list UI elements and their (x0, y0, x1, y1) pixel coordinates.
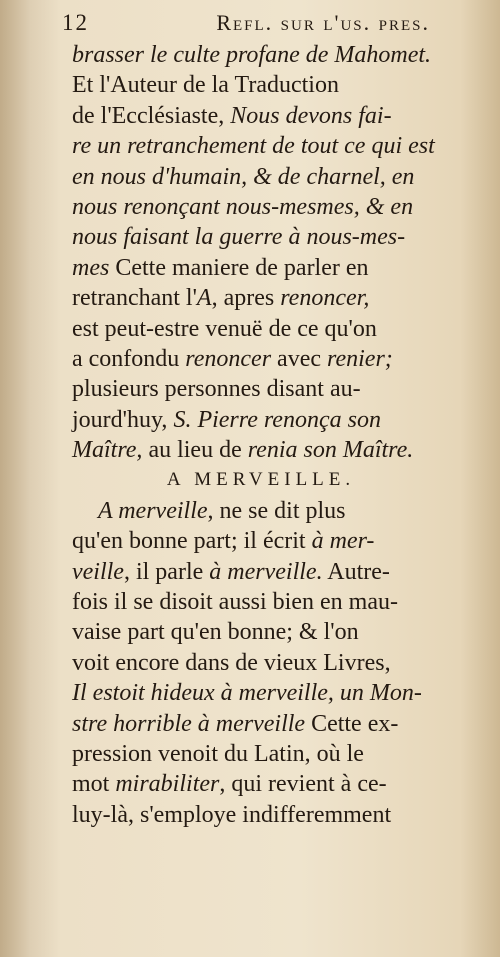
text-segment: , apres (211, 285, 281, 312)
text-line (72, 709, 450, 739)
text-segment: est peut-estre venuë de ce qu'on (72, 315, 377, 342)
text-line (72, 587, 450, 617)
text-segment: a confondu (72, 345, 186, 372)
text-segment: S. Pierre renonça son (173, 406, 381, 433)
text-segment: nous renonçant nous-mesmes, & en (72, 193, 414, 220)
page-header (62, 10, 430, 36)
text-segment: , qui revient à ce- (219, 771, 387, 798)
text-segment: de l'Ecclésiaste, (72, 102, 231, 129)
text-line (72, 283, 450, 313)
body-text (72, 40, 450, 830)
running-head: Refl. sur l'us. pres. (216, 10, 430, 35)
text-line (72, 678, 450, 708)
text-line (72, 70, 450, 100)
text-line (72, 526, 450, 556)
text-segment: luy-là, s'employe indifferemment (72, 801, 392, 828)
text-segment: mirabiliter (115, 771, 220, 798)
text-segment: jourd'huy, (72, 406, 174, 433)
text-segment: vaise part qu'en bonne; & l'on (72, 619, 359, 646)
text-segment: Autre- (322, 558, 390, 585)
text-segment: à merveille. (209, 558, 323, 585)
text-segment: mot (72, 771, 116, 798)
text-line (72, 800, 450, 830)
text-line (72, 222, 450, 252)
text-line (72, 435, 450, 465)
text-segment: à mer- (311, 528, 375, 555)
text-line (72, 344, 450, 374)
text-segment: , ne se dit plus (207, 497, 346, 524)
text-segment: en nous d'humain, & de charnel, en (72, 163, 415, 190)
text-line (72, 314, 450, 344)
text-segment: Maître, (72, 437, 143, 464)
text-segment: qu'en bonne part; il écrit (72, 528, 312, 555)
text-segment: nous faisant la guerre à nous-mes- (72, 224, 406, 251)
text-line (72, 374, 450, 404)
text-segment: re un retranchement de tout ce qui est (72, 133, 435, 160)
text-segment: Et l'Auteur de la Traduction (72, 72, 339, 99)
text-segment: Nous devons fai- (230, 102, 392, 129)
text-segment: fois il se disoit aussi bien en mau- (72, 589, 398, 616)
text-segment: voit encore dans de vieux Livres, (72, 649, 391, 676)
text-segment: avec (271, 345, 328, 372)
text-line (72, 496, 450, 526)
text-line (72, 769, 450, 799)
text-segment: A MERVEILLE. (166, 469, 356, 491)
text-line (72, 101, 450, 131)
text-segment: au lieu de (142, 437, 248, 464)
text-segment: plusieurs personnes disant au- (72, 376, 361, 403)
text-segment: retranchant l' (72, 285, 197, 312)
text-segment: renoncer (185, 345, 272, 372)
text-line (72, 131, 450, 161)
text-segment: , il parle (123, 558, 210, 585)
text-segment: veille (72, 558, 124, 585)
text-segment: A merveille (98, 497, 208, 524)
text-line (72, 253, 450, 283)
text-segment: renoncer, (280, 285, 370, 312)
section-heading (72, 465, 450, 495)
text-segment: brasser le culte profane de Mahomet. (72, 42, 432, 68)
text-segment: mes (72, 254, 110, 281)
text-line (72, 162, 450, 192)
text-segment: pression venoit du Latin, où le (72, 740, 364, 767)
text-segment: Cette maniere de parler en (109, 254, 369, 281)
text-segment: renia son Maître. (247, 437, 414, 464)
text-line (72, 617, 450, 647)
text-segment: stre horrible à merveille (72, 710, 306, 737)
text-line (72, 557, 450, 587)
text-segment: Cette ex- (305, 710, 399, 737)
page-number: 12 (62, 10, 89, 35)
text-line (72, 40, 450, 70)
text-segment: renier; (327, 345, 393, 372)
text-line (72, 192, 450, 222)
text-segment: Il estoit hideux à merveille, un Mon- (72, 680, 422, 707)
text-line (72, 405, 450, 435)
text-line (72, 739, 450, 769)
text-line (72, 648, 450, 678)
text-segment: A (196, 285, 212, 312)
